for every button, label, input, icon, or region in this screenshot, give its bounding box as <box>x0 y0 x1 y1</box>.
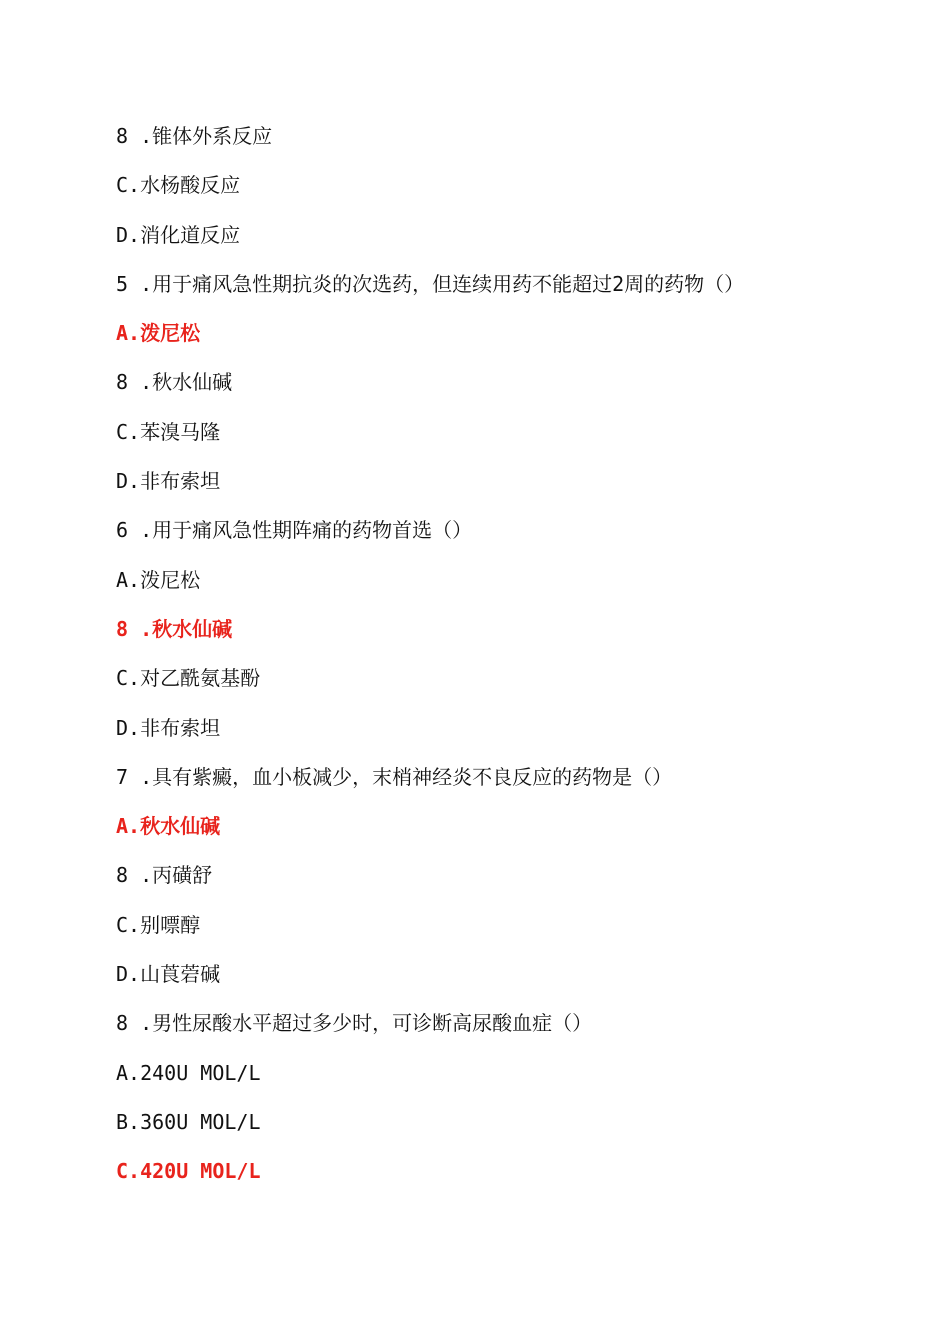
option-line: A.240U MOL/L <box>116 1060 261 1085</box>
option-line: D.非布索坦 <box>116 469 221 494</box>
question-6: 6 .用于痛风急性期阵痛的药物首选（） <box>116 518 473 543</box>
answer-option: A.秋水仙碱 <box>116 814 221 839</box>
answer-option: A.泼尼松 <box>116 321 201 346</box>
document-page <box>116 120 916 1205</box>
option-line: D.非布索坦 <box>116 715 221 740</box>
option-line: A.泼尼松 <box>116 567 201 592</box>
option-line: B.360U MOL/L <box>116 1109 261 1134</box>
answer-option: 8 .秋水仙碱 <box>116 616 233 641</box>
option-line: C.苯溴马隆 <box>116 419 221 444</box>
option-line: 8 .丙磺舒 <box>116 863 213 888</box>
answer-option: C.420U MOL/L <box>116 1159 261 1184</box>
option-line: C.对乙酰氨基酚 <box>116 666 261 691</box>
option-line: 8 .锥体外系反应 <box>116 124 273 148</box>
option-line: C.水杨酸反应 <box>116 173 241 198</box>
option-line: C.别嘌醇 <box>116 912 201 937</box>
option-line: 8 .秋水仙碱 <box>116 370 233 395</box>
question-7: 7 .具有紫癜，血小板减少，末梢神经炎不良反应的药物是（） <box>116 764 673 789</box>
question-5: 5 .用于痛风急性期抗炎的次选药，但连续用药不能超过2周的药物（） <box>116 271 745 296</box>
option-line: D.消化道反应 <box>116 222 241 247</box>
question-8: 8 .男性尿酸水平超过多少时，可诊断高尿酸血症（） <box>116 1011 593 1036</box>
option-line: D.山莨菪碱 <box>116 962 221 987</box>
